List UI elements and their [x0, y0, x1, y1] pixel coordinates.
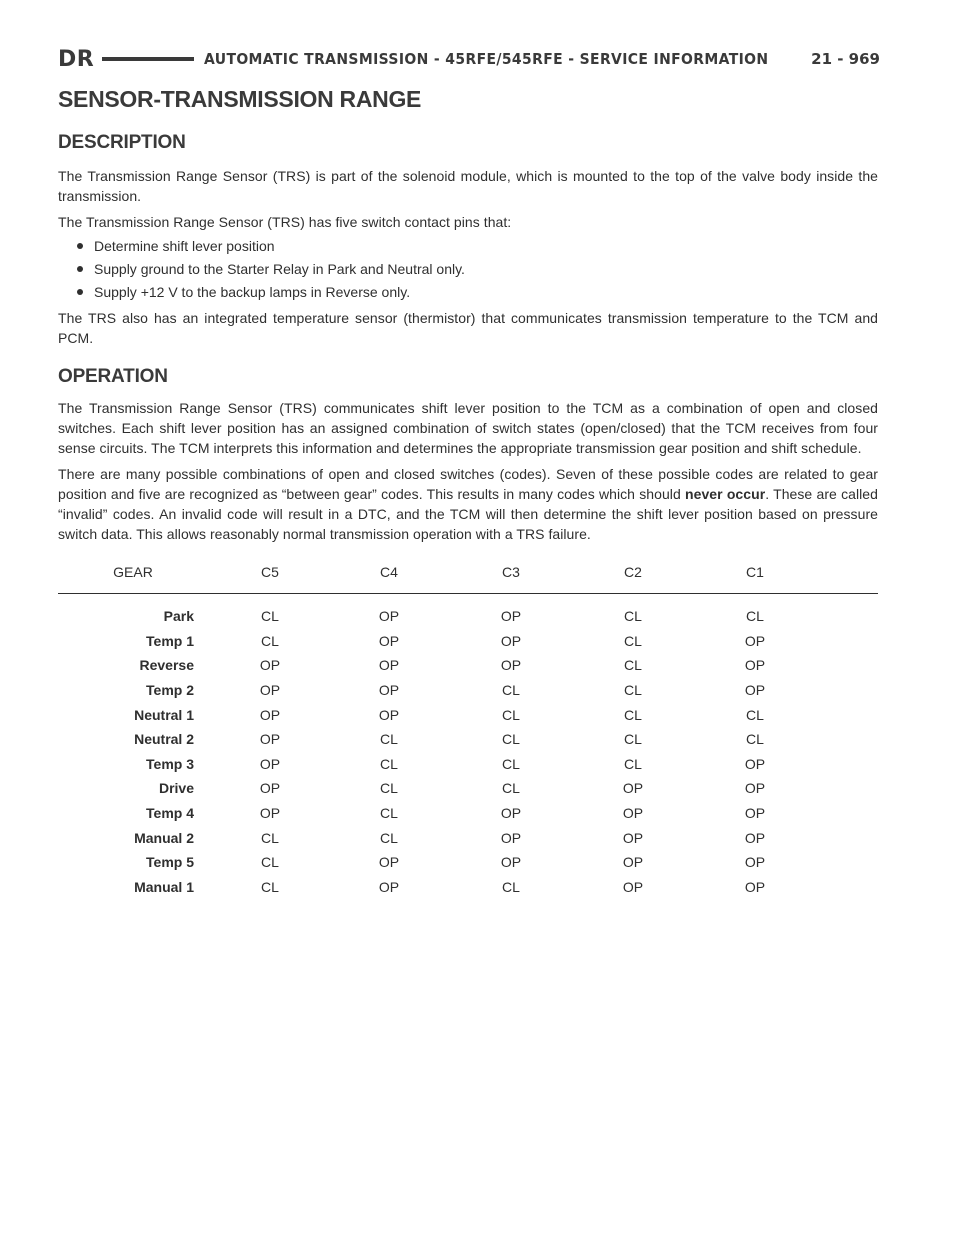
switch-state-cell: CL [502, 706, 520, 723]
list-item [58, 236, 878, 256]
gear-cell: Manual 1 [134, 878, 194, 895]
operation-paragraph-1: The Transmission Range Sensor (TRS) communicates shift lever position to the TCM as a combination of open and closed switches. Each shift lever position has an assigned combination of switch states (open/closed) that the TCM receives from four sense circuits. The TCM interprets this information and determines the appropriate transmission gear position and shift schedule. [58, 400, 878, 456]
gear-cell: Neutral 2 [134, 731, 194, 748]
column-header: GEAR [113, 564, 153, 580]
list-item-text: Supply +12 V to the backup lamps in Reverse only. [94, 284, 411, 300]
switch-state-cell: CL [624, 632, 642, 649]
switch-state-cell: CL [624, 755, 642, 772]
switch-state-cell: OP [744, 780, 766, 797]
switch-state-cell: OP [622, 878, 644, 895]
list-item [58, 282, 878, 302]
gear-cell: Reverse [139, 657, 194, 674]
switch-state-cell: OP [744, 657, 766, 674]
description-paragraph-1: The Transmission Range Sensor (TRS) is part of the solenoid module, which is mounted to the top of the valve body inside the transmission. [58, 168, 878, 204]
bullet-icon [77, 266, 83, 272]
column-header: C1 [746, 564, 764, 580]
switch-state-cell: CL [261, 878, 279, 895]
trs-code-table [58, 564, 878, 899]
switch-state-cell: CL [380, 829, 398, 846]
switch-state-cell: CL [502, 878, 520, 895]
gear-cell: Park [163, 608, 194, 625]
switch-state-cell: OP [500, 805, 522, 822]
table-row [58, 678, 878, 703]
switch-state-cell: CL [261, 829, 279, 846]
switch-state-cell: OP [622, 780, 644, 797]
switch-state-cell: OP [259, 755, 281, 772]
table-row [58, 629, 878, 654]
switch-state-cell: OP [744, 755, 766, 772]
switch-state-cell: OP [378, 608, 400, 625]
switch-state-cell: OP [259, 657, 281, 674]
table-row [58, 727, 878, 752]
bullet-icon [77, 243, 83, 249]
table-header-rule [58, 593, 878, 594]
operation-text-part: There are many possible combinations of open and closed switches (codes). Seven of these possible codes are related to gear position and five are recognized as “between gear” codes. This results in many codes which should [58, 466, 878, 502]
table-row [58, 752, 878, 777]
switch-state-cell: OP [622, 829, 644, 846]
switch-state-cell: OP [378, 632, 400, 649]
switch-state-cell: OP [500, 632, 522, 649]
section-code: DR [58, 46, 95, 72]
column-header: C4 [380, 564, 398, 580]
switch-state-cell: CL [261, 632, 279, 649]
table-row [58, 825, 878, 850]
column-header: C5 [261, 564, 279, 580]
switch-state-cell: OP [259, 731, 281, 748]
switch-state-cell: CL [380, 755, 398, 772]
list-item-text: Supply ground to the Starter Relay in Park and Neutral only. [94, 261, 465, 277]
switch-state-cell: CL [380, 780, 398, 797]
switch-state-cell: CL [502, 780, 520, 797]
switch-state-cell: CL [502, 755, 520, 772]
switch-state-cell: OP [744, 878, 766, 895]
table-header [58, 564, 878, 592]
table-row [58, 875, 878, 900]
table-row [58, 801, 878, 826]
switch-state-cell: OP [259, 805, 281, 822]
switch-state-cell: OP [744, 854, 766, 871]
table-body [58, 604, 878, 899]
description-heading: DESCRIPTION [58, 132, 186, 153]
page-title: SENSOR-TRANSMISSION RANGE [58, 86, 422, 112]
gear-cell: Neutral 1 [134, 706, 194, 723]
gear-cell: Temp 1 [146, 632, 194, 649]
table-row [58, 653, 878, 678]
table-row [58, 850, 878, 875]
switch-state-cell: CL [624, 706, 642, 723]
switch-state-cell: OP [622, 805, 644, 822]
switch-state-cell: CL [502, 682, 520, 699]
emphasis-text: never occur [685, 486, 766, 502]
switch-state-cell: OP [259, 706, 281, 723]
column-header: C3 [502, 564, 520, 580]
switch-state-cell: OP [744, 632, 766, 649]
switch-state-cell: OP [378, 657, 400, 674]
switch-state-cell: CL [624, 682, 642, 699]
description-paragraph-3: The TRS also has an integrated temperature sensor (thermistor) that communicates transmission temperature to the TCM and PCM. [58, 310, 878, 346]
description-paragraph-2: The Transmission Range Sensor (TRS) has five switch contact pins that: [58, 214, 512, 230]
switch-state-cell: OP [259, 682, 281, 699]
table-row [58, 776, 878, 801]
gear-cell: Temp 5 [146, 854, 194, 871]
switch-state-cell: OP [500, 608, 522, 625]
gear-cell: Drive [158, 780, 194, 797]
header-rule [102, 57, 194, 61]
switch-state-cell: CL [624, 731, 642, 748]
switch-state-cell: CL [261, 854, 279, 871]
switch-state-cell: OP [378, 878, 400, 895]
switch-state-cell: OP [259, 780, 281, 797]
switch-state-cell: OP [500, 657, 522, 674]
gear-cell: Temp 4 [146, 805, 194, 822]
switch-pin-list [58, 236, 878, 302]
bullet-icon [77, 289, 83, 295]
switch-state-cell: CL [380, 731, 398, 748]
gear-cell: Temp 2 [146, 682, 194, 699]
column-header: C2 [624, 564, 642, 580]
header-title: AUTOMATIC TRANSMISSION - 45RFE/545RFE - SERVICE INFORMATION [204, 50, 769, 68]
switch-state-cell: OP [744, 805, 766, 822]
switch-state-cell: CL [746, 608, 764, 625]
page-header [58, 44, 880, 74]
switch-state-cell: OP [500, 829, 522, 846]
switch-state-cell: OP [500, 854, 522, 871]
operation-heading: OPERATION [58, 366, 168, 387]
page-content [58, 84, 878, 899]
switch-state-cell: OP [622, 854, 644, 871]
switch-state-cell: CL [746, 731, 764, 748]
page-number: 21 - 969 [811, 50, 880, 68]
switch-state-cell: CL [624, 657, 642, 674]
list-item [58, 259, 878, 279]
gear-cell: Temp 3 [146, 755, 194, 772]
switch-state-cell: OP [378, 706, 400, 723]
gear-cell: Manual 2 [134, 829, 194, 846]
switch-state-cell: CL [746, 706, 764, 723]
list-item-text: Determine shift lever position [94, 238, 275, 254]
switch-state-cell: OP [378, 682, 400, 699]
operation-paragraph-2 [58, 464, 878, 544]
switch-state-cell: CL [380, 805, 398, 822]
switch-state-cell: CL [261, 608, 279, 625]
table-row [58, 702, 878, 727]
switch-state-cell: OP [744, 682, 766, 699]
switch-state-cell: CL [502, 731, 520, 748]
operation-text-part: . These are called “invalid” codes. An invalid code will result in a DTC, and the TCM will then determine the shift lever position based on pressure switch data. This allows reasonably normal transmission operation with a TRS failure. [58, 486, 878, 542]
table-row [58, 604, 878, 629]
switch-state-cell: CL [624, 608, 642, 625]
switch-state-cell: OP [378, 854, 400, 871]
switch-state-cell: OP [744, 829, 766, 846]
